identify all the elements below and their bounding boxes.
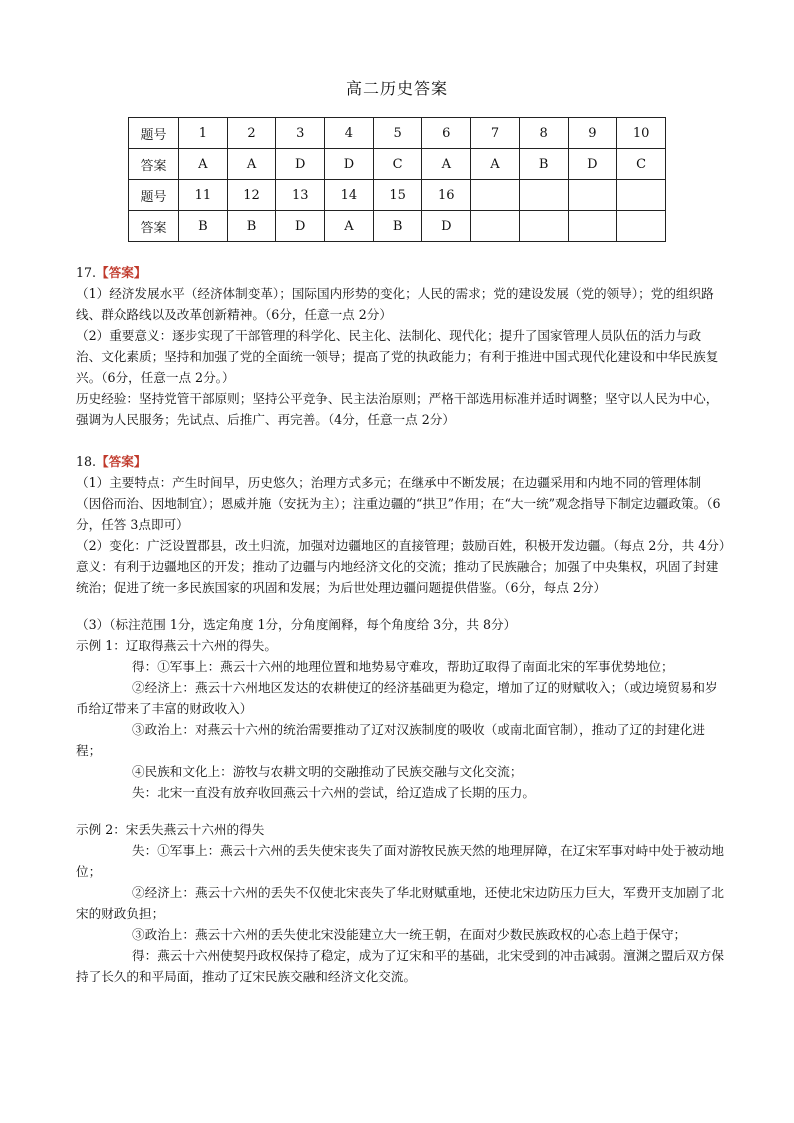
answer-cell: A	[325, 211, 374, 242]
question-18-answer-tag: 【答案】	[96, 454, 147, 469]
answer-cell: A	[471, 149, 520, 180]
question-number-cell: 1	[179, 118, 228, 149]
answer-cell: B	[227, 211, 276, 242]
row-label: 答案	[129, 149, 179, 180]
question-18-heading	[76, 451, 726, 472]
example-2-title: 示例 2：宋丢失燕云十六州的得失	[76, 822, 265, 837]
row-label: 答案	[129, 211, 179, 242]
question-number-cell: 13	[276, 180, 325, 211]
question-number-cell: 11	[179, 180, 228, 211]
answer-cell: D	[276, 211, 325, 242]
question-number-cell: 15	[373, 180, 422, 211]
example-1-title: 示例 1：辽取得燕云十六州的得失。	[76, 638, 277, 653]
question-number-cell: 2	[227, 118, 276, 149]
question-number-cell: 10	[617, 118, 666, 149]
example-2-body	[76, 840, 726, 987]
example-line: ③政治上：对燕云十六州的统治需要推动了辽对汉族制度的吸收（或南北面官制），推动了辽的封建化进程；	[76, 722, 706, 758]
question-number-cell: 3	[276, 118, 325, 149]
q17-part1: （1）经济发展水平（经济体制变革）；国际国内形势的变化；人民的需求；党的建设发展（党的领导）；党的组织路线、群众路线以及改革创新精神。（6分，任意一点 2分）	[76, 286, 714, 322]
answer-cell: C	[373, 149, 422, 180]
example-line: ③政治上：燕云十六州的丢失使北宋没能建立大一统王朝，在面对少数民族政权的心态上趋于保守；	[132, 927, 687, 942]
question-17-answer-tag: 【答案】	[96, 265, 147, 280]
answer-cell: C	[617, 149, 666, 180]
answer-cell: A	[422, 149, 471, 180]
answer-cell: D	[325, 149, 374, 180]
answer-cell: B	[519, 149, 568, 180]
row-label: 题号	[129, 118, 179, 149]
question-number-cell: 7	[471, 118, 520, 149]
answer-table-row	[129, 118, 666, 149]
answer-table-row	[129, 211, 666, 242]
example-line: 失：①军事上：燕云十六州的丢失使宋丧失了面对游牧民族天然的地理屏障，在辽宋军事对峙中处于被动地位；	[76, 843, 724, 879]
q18-significance: 意义：有利于边疆地区的开发；推动了边疆与内地经济文化的交流；推动了民族融合；加强了中央集权，巩固了封建统治；促进了统一多民族国家的巩固和发展；为后世处理边疆问题提供借鉴。（6分，每点 2分）	[76, 559, 719, 595]
answer-cell: A	[227, 149, 276, 180]
example-line: ②经济上：燕云十六州的丢失不仅使北宋丧失了华北财赋重地，还使北宋边防压力巨大，军费开支加剧了北宋的财政负担；	[76, 885, 724, 921]
example-line: 得：①军事上：燕云十六州的地理位置和地势易守难攻，帮助辽取得了南面北宋的军事优势地位；	[132, 659, 674, 674]
question-number-cell: 16	[422, 180, 471, 211]
q18-part1: （1）主要特点：产生时间早，历史悠久；治理方式多元；在继承中不断发展；在边疆采用和内地不同的管理体制（因俗而治、因地制宜）；恩威并施（安抚为主）；注重边疆的“拱卫”作用；在“大一统”观念指导下制定边疆政策。（6分，任答 3点即可）	[76, 475, 721, 532]
answer-cell: D	[422, 211, 471, 242]
answer-cell: D	[568, 149, 617, 180]
answer-content	[76, 262, 732, 987]
question-number-cell	[519, 180, 568, 211]
answer-table-row	[129, 149, 666, 180]
q18-part2: （2）变化：广泛设置郡县，改土归流，加强对边疆地区的直接管理；鼓励百姓，积极开发边疆。（每点 2分，共 4分）	[76, 538, 732, 553]
question-number-cell: 4	[325, 118, 374, 149]
example-1-body	[76, 656, 726, 803]
answer-cell: B	[179, 211, 228, 242]
q17-part2: （2）重要意义：逐步实现了干部管理的科学化、民主化、法制化、现代化；提升了国家管理人员队伍的活力与政治、文化素质；坚持和加强了党的全面统一领导；提高了党的执政能力；有利于推进中国式现代化建设和中华民族复兴。（6分，任意一点 2分。）	[76, 328, 719, 385]
question-number-cell: 5	[373, 118, 422, 149]
question-number-cell	[471, 180, 520, 211]
question-number-cell: 9	[568, 118, 617, 149]
answer-cell	[519, 211, 568, 242]
q17-historical-experience: 历史经验：坚持党管干部原则；坚持公平竞争、民主法治原则；严格干部选用标准并适时调整；坚守以人民为中心，强调为人民服务；先试点、后推广、再完善。（4分，任意一点 2分）	[76, 391, 719, 427]
answer-table-row	[129, 180, 666, 211]
page-title: 高二历史答案	[345, 79, 448, 98]
answer-cell	[471, 211, 520, 242]
question-number-cell: 14	[325, 180, 374, 211]
answer-cell: D	[276, 149, 325, 180]
row-label: 题号	[129, 180, 179, 211]
example-line: ②经济上：燕云十六州地区发达的农耕使辽的经济基础更为稳定，增加了辽的财赋收入；（或边境贸易和岁币给辽带来了丰富的财政收入）	[76, 680, 718, 716]
example-line: 得：燕云十六州使契丹政权保持了稳定，成为了辽宋和平的基础，北宋受到的冲击减弱。澶渊之盟后双方保持了长久的和平局面，推动了辽宋民族交融和经济文化交流。	[76, 948, 724, 984]
q18-part3-scoring: （3）（标注范围 1分，选定角度 1分，分角度阐释，每个角度给 3分，共 8分）	[76, 617, 517, 632]
question-17-heading	[76, 262, 726, 283]
answer-cell: A	[179, 149, 228, 180]
question-number-cell	[617, 180, 666, 211]
question-number-cell	[568, 180, 617, 211]
question-17-number: 17.	[76, 265, 97, 280]
question-18-number: 18.	[76, 454, 97, 469]
example-line: ④民族和文化上：游牧与农耕文明的交融推动了民族交融与文化交流；	[132, 764, 523, 779]
answer-cell: B	[373, 211, 422, 242]
question-number-cell: 12	[227, 180, 276, 211]
example-line: 失：北宋一直没有放弃收回燕云十六州的尝试，给辽造成了长期的压力。	[132, 785, 535, 800]
answer-cell	[617, 211, 666, 242]
answer-cell	[568, 211, 617, 242]
question-number-cell: 8	[519, 118, 568, 149]
question-number-cell: 6	[422, 118, 471, 149]
answer-table	[128, 117, 666, 242]
